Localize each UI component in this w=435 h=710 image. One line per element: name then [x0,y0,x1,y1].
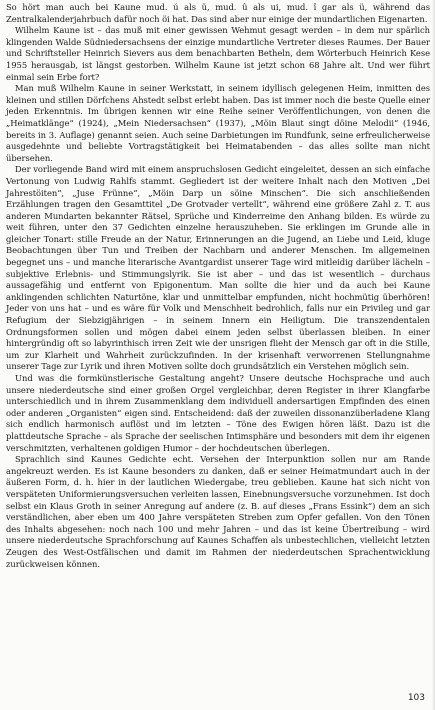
paragraph: So hört man auch bei Kaune mud. ú als ü, mud. û als ui, mud. î gar als ü, während das Zentralkalenderjahrbuch dafür noch öi hat. Das sind aber nur einige der mundartlichen Eigenarten. [6,2,430,24]
body-text [6,2,430,570]
page-number: 103 [407,693,425,703]
paragraph: Der vorliegende Band wird mit einem anspruchslosen Gedicht eingeleitet, dessen an sich einfache Vertonung von Ludwig Rahlfs stammt. Gegliedert ist der weitere Inhalt nach den Motiven „Dei Jahrestöiten“, „Juse Frünne“, „Möin Darp un söine Minschen“. Die sich anschließenden Erzählungen tragen den Gesamttitel „De Grotvader vertellt“, während eine größere Zahl z. T. aus anderen Mundarten bekannter Rätsel, Sprüche und Kinderreime den Anhang bilden. Es würde zu weit führen, unter den 37 Gedichten einzelne herauszuheben. Sie erklingen im Grunde alle in gleicher Tonart: stille Freude an der Natur, Erinnerungen an die Jugend, an Liebe und Leid, kluge Beobachtungen über Tun und Treiben der Nachbarn und anderer Menschen. Im allgemeinen begegnet uns – und manche literarische Avantgardist unserer Tage wird mitleidig darüber lächeln – subjektive Erlebnis- und Stimmungslyrik. Sie ist aber – und das ist wesentlich – durchaus aussagefähig und entfernt von Epigonentum. Man sollte die hier und da auch bei Kaune anklingenden schlichten Naturtöne, klar und unmittelbar empfunden, nicht hochmütig überhören! Jeder von uns hat – und es wäre für Volk und Menschheit bedrohlich, falls nur ein Privileg und gar Refugium der Siebzigjährigen – in seinem Innern ein Heiligtum. Die transzendentalen Ordnungsformen sollen und mögen dabei einem jeden selbst überlassen bleiben. In einer hintergründig oft so labyrinthisch irren Zeit wie der unsrigen flieht der Mensch gar oft in die Stille, um zur Klarheit und Wahrheit zurückzufinden. In der krisenhaft verworrenen Stellungnahme unserer Tage zur Lyrik und ihren Motiven sollte doch grundsätzlich ein Verstehen möglich sein. [6,164,430,372]
paragraph: Und was die formkünstlerische Gestaltung angeht? Unsere deutsche Hochsprache und auch unsere niederdeutsche sind einer großen Orgel vergleichbar, deren Register in ihrer Klangfarbe unterschiedlich und in ihrem Zusammenklang dem individuell andersartigen Empfinden des einen oder anderen „Organisten“ eigen sind. Entscheidend: daß der zuweilen dissonanzüberladene Klang sich endlich harmonisch auflöst und im letzten – Töne des Ewigen hören läßt. Dazu ist die plattdeutsche Sprache – als Sprache der seelischen Intimsphäre und besonders mit dem ihr eigenen verschmitzten, verhaltenen goldigen Humor – der hochdeutschen überlegen. [6,373,430,453]
paragraph: Sprachlich sind Kaunes Gedichte echt. Versehen der Interpunktion sollen nur am Rande angekreuzt werden. Es ist Kaune besonders zu danken, daß er seiner Heimatmundart auch in der äußeren Form, d. h. hier in der lautlichen Wiedergabe, treu geblieben. Kaune hat sich nicht von verspäteten Uniformierungsversuchen verleiten lassen, Einebnungsversuche vorzunehmen. Ist doch selbst ein Klaus Groth in seiner Anregung auf andere (z. B. auf dieses „Frans Essink“) dem an sich verständlichen, aber eben um 400 Jahre verspäteten Streben zum Opfer gefallen. Von den Tönen des Inhalts abgesehen: noch nach 100 und mehr Jahren – und das ist keine Übertreibung – wird unsere niederdeutsche Sprachforschung auf Kaunes Schaffen als unbestechlichen, vielleicht letzten Zeugen des West-Ostfälischen und damit im Rahmen der niederdeutschen Sprachentwicklung zurückweisen können. [6,454,430,569]
paragraph: Man muß Wilhelm Kaune in seiner Werkstatt, in seinem idyllisch gelegenen Heim, inmitten des kleinen und stillen Dörfchens Ahstedt selbst erlebt haben. Das ist immer noch die beste Quelle einer jeden Erkenntnis. Im übrigen kennen wir eine Reihe seiner Veröffentlichungen, von denen die „Heimatklänge“ (1924), „Mein Niedersachsen“ (1937), „Möin Blaut singt döine Melodii“ (1946, bereits in 3. Auflage) genannt seien. Auch seine Darbietungen im Rundfunk, seine erfreulicherweise ausgedehnte und beliebte Vortragstätigkeit bei Heimatabenden – das alles sollte man nicht übersehen. [6,83,430,163]
paragraph: Wilhelm Kaune ist – das muß mit einer gewissen Wehmut gesagt werden – in dem nur spärlich klingenden Walde Südniedersachsens der einzige mundartliche Vertreter dieses Raumes. Der Bauer und Schriftsteller Heinrich Sievers aus dem benachbarten Betheln, dem Wörterbuch Heinrich Kese 1955 herausgab, ist längst gestorben. Wilhelm Kaune ist jetzt schon 68 Jahre alt. Und wer führt einmal sein Erbe fort? [6,25,430,82]
